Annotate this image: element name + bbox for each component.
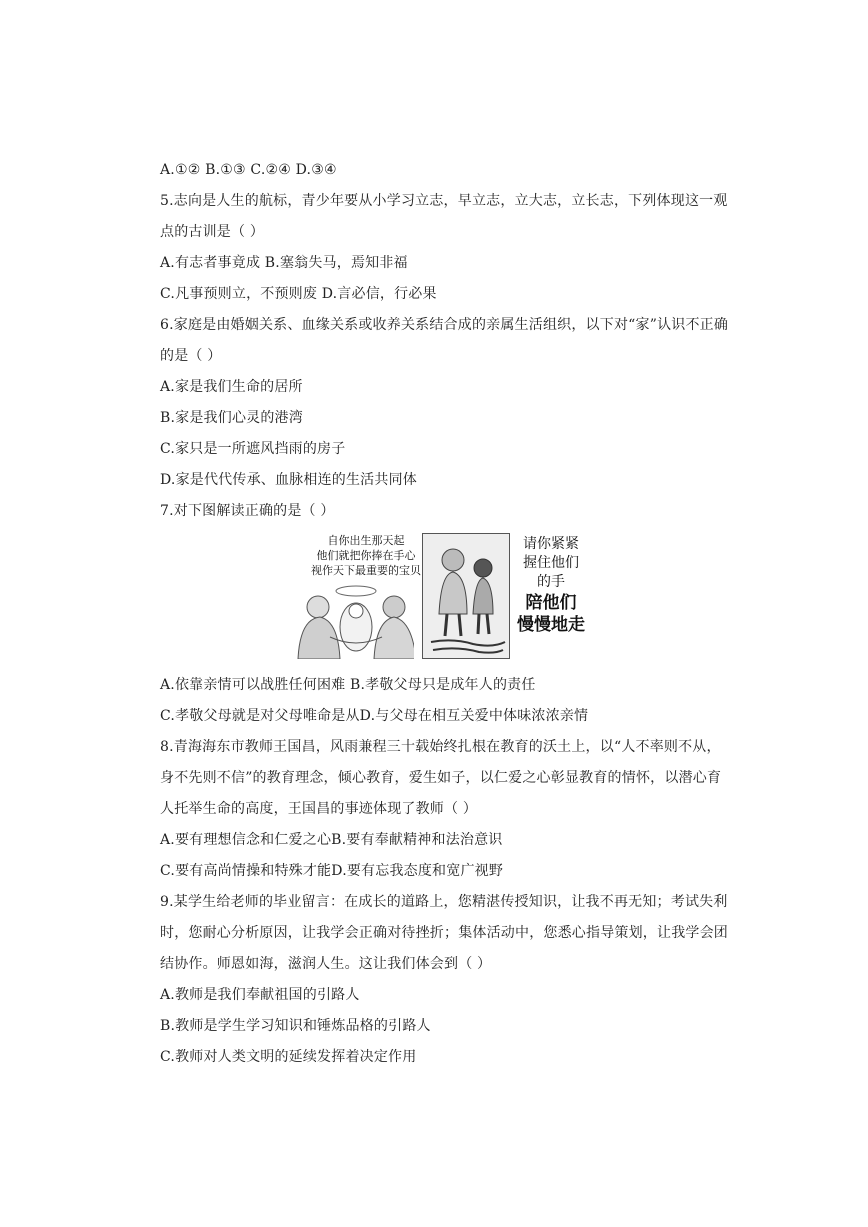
q4-options: A.①② B.①③ C.②④ D.③④ [160,162,337,178]
q7-stem: 7.对下图解读正确的是（ ） [160,503,335,519]
right-caption [512,535,590,636]
q8-options-ab: A.要有理想信念和仁爱之心B.要有奉献精神和法治意识 [160,832,503,848]
q6-option-d: D.家是代代传承、血脉相连的生活共同体 [160,472,417,488]
q9-stem-line1: 9.某学生给老师的毕业留言：在成长的道路上，您精湛传授知识，让我不再无知；考试失利 [160,894,728,910]
q8-stem-line3: 人托举生命的高度，王国昌的事迹体现了教师（ ） [160,801,478,817]
q6-option-c: C.家只是一所遮风挡雨的房子 [160,441,346,457]
q7-options-cd: C.孝敬父母就是对父母唯命是从D.与父母在相互关爱中体味浓浓亲情 [160,708,589,724]
q9-option-c: C.教师对人类文明的延续发挥着决定作用 [160,1049,417,1065]
q7-options-ab: A.依靠亲情可以战胜任何困难 B.孝敬父母只是成年人的责任 [160,677,536,693]
q5-stem-line2: 点的古训是（ ） [160,224,265,240]
elderly-couple-panel [422,533,510,659]
left-caption-line: 视作天下最重要的宝贝 [311,564,421,577]
q6-option-b: B.家是我们心灵的港湾 [160,410,303,426]
q6-option-a: A.家是我们生命的居所 [160,379,303,395]
left-caption-line: 自你出生那天起 [327,534,405,547]
q6-stem-line2: 的是（ ） [160,348,222,364]
right-caption-line: 的手 [537,574,565,590]
q9-option-b: B.教师是学生学习知识和锤炼品格的引路人 [160,1018,431,1034]
elderly-couple-drawing [423,534,509,658]
q5-options-ab: A.有志者事竟成 B.塞翁失马，焉知非福 [160,255,408,271]
q8-stem-line1: 8.青海海东市教师王国昌，风雨兼程三十载始终扎根在教育的沃土上，以“人不率则不从， [160,739,721,755]
q8-stem-line2: 身不先则不信”的教育理念，倾心教育，爱生如子，以仁爱之心彰显教育的情怀，以潜心育 [160,770,722,786]
q9-stem-line3: 结协作。师恩如海，滋润人生。这让我们体会到（ ） [160,956,492,972]
right-caption-line: 握住他们 [523,555,579,571]
q9-option-a: A.教师是我们奉献祖国的引路人 [160,987,360,1003]
q9-stem-line2: 时，您耐心分析原因，让我学会正确对待挫折；集体活动中，您悉心指导策划，让我学会团 [160,925,728,941]
parents-holding-baby-drawing [290,577,414,659]
right-caption-line: 陪他们 [525,593,577,613]
right-caption-line: 请你紧紧 [523,536,579,552]
q5-stem-line1: 5.志向是人生的航标，青少年要从小学习立志，早立志，立大志，立长志，下列体现这一观 [160,193,728,209]
right-caption-line: 慢慢地走 [517,615,585,635]
q8-options-cd: C.要有高尚情操和特殊才能D.要有忘我态度和宽广视野 [160,863,504,879]
left-caption-line: 他们就把你捧在手心 [316,549,416,562]
q5-options-cd: C.凡事预则立，不预则废 D.言必信，行必果 [160,286,437,302]
q7-illustration [286,533,586,659]
q6-stem-line1: 6.家庭是由婚姻关系、血缘关系或收养关系结合成的亲属生活组织，以下对“家”认识不正确 [160,317,729,333]
